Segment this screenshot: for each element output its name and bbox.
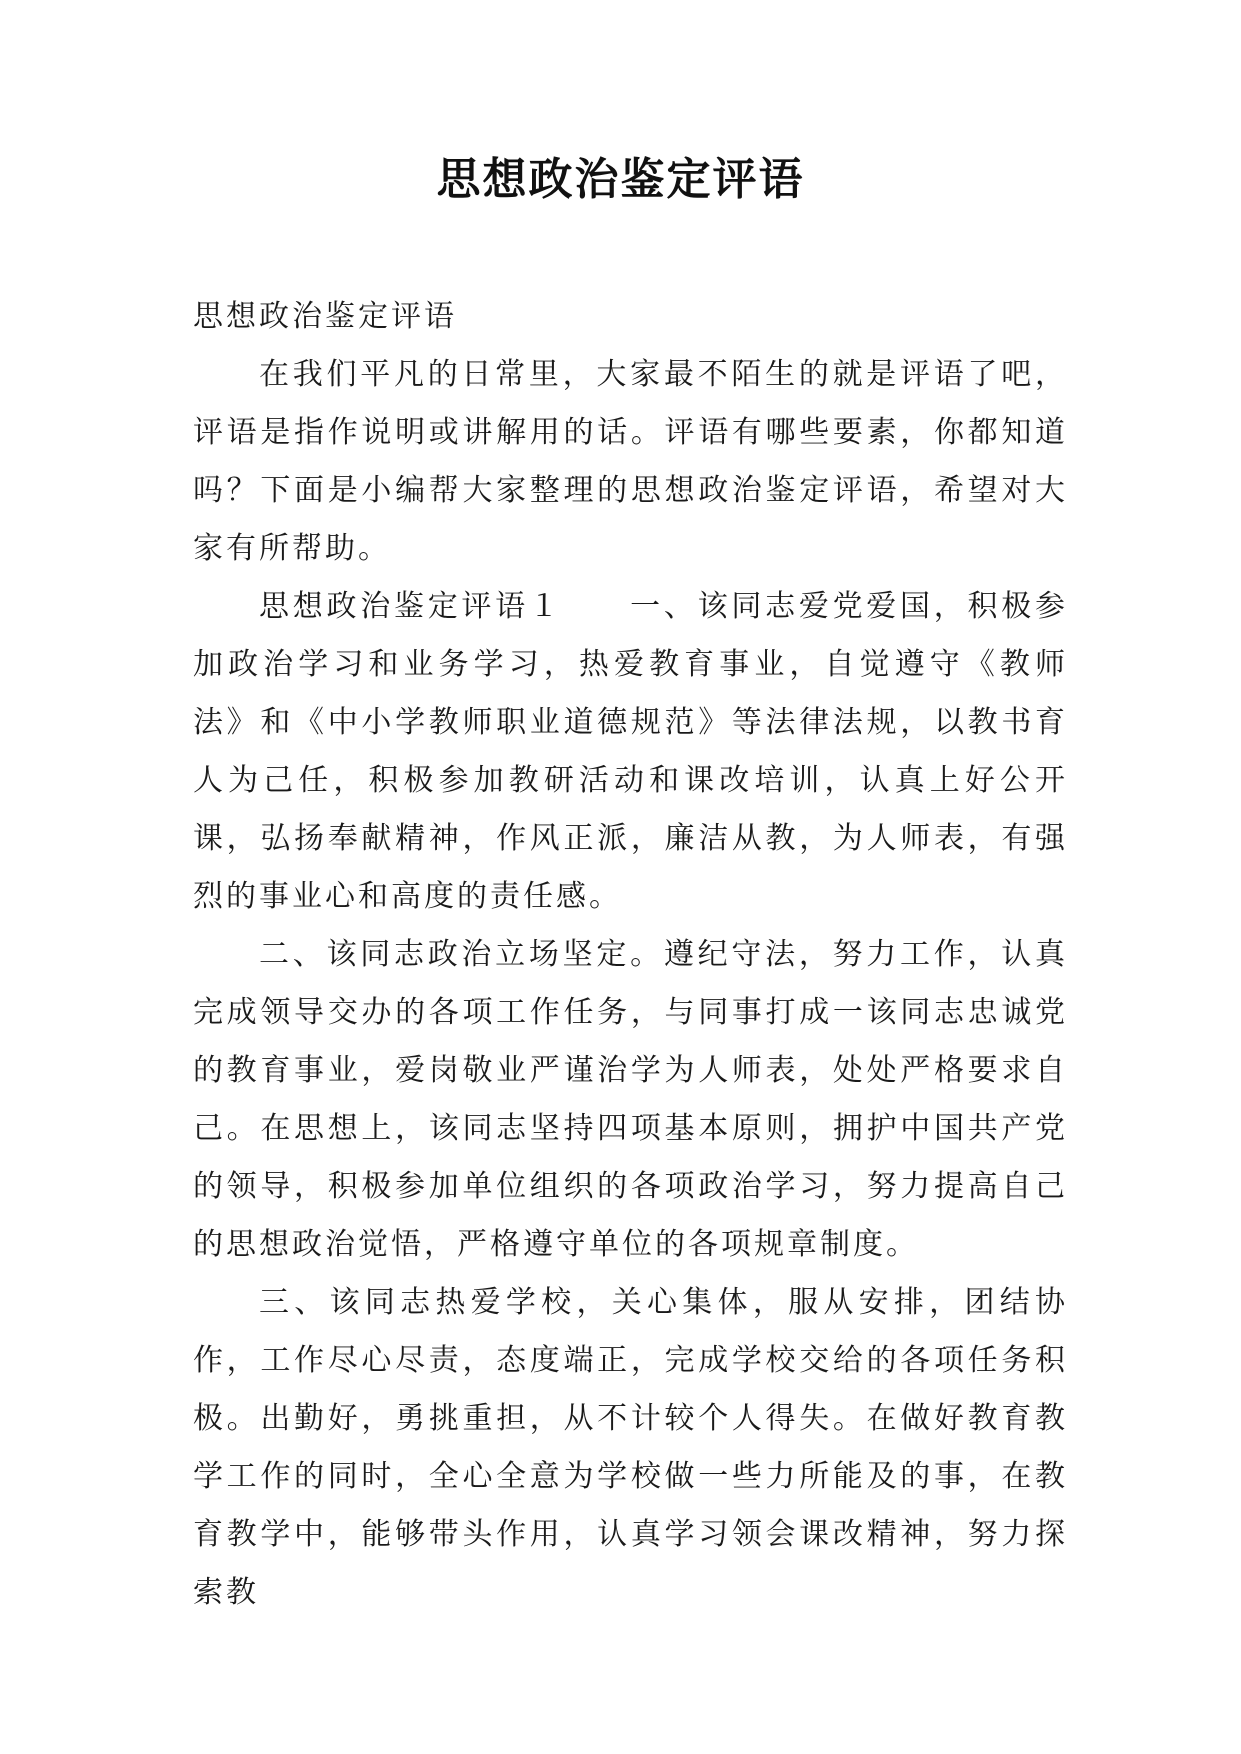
paragraph-evaluation-1-item-3: 三、该同志热爱学校，关心集体，服从安排，团结协作，工作尽心尽责，态度端正，完成学校交给的各项任务积极。出勤好，勇挑重担，从不计较个人得失。在做好教育教学工作的同时，全心全意为学校做一些力所能及的事，在教育教学中，能够带头作用，认真学习领会课改精神，努力探索教: [193, 1285, 1068, 1610]
paragraph-evaluation-1-item-1: 思想政治鉴定评语１ 一、该同志爱党爱国，积极参加政治学习和业务学习，热爱教育事业，自觉遵守《教师法》和《中小学教师职业道德规范》等法律法规，以教书育人为己任，积极参加教研活动和课改培训，认真上好公开课，弘扬奉献精神，作风正派，廉洁从教，为人师表，有强烈的事业心和高度的责任感。: [193, 589, 1068, 914]
paragraph-evaluation-1-item-2: 二、该同志政治立场坚定。遵纪守法，努力工作，认真完成领导交办的各项工作任务，与同事打成一该同志忠诚党的教育事业，爱岗敬业严谨治学为人师表，处处严格要求自己。在思想上，该同志坚持四项基本原则，拥护中国共产党的领导，积极参加单位组织的各项政治学习，努力提高自己的思想政治觉悟，严格遵守单位的各项规章制度。: [193, 937, 1068, 1262]
paragraph-intro: 在我们平凡的日常里，大家最不陌生的就是评语了吧，评语是指作说明或讲解用的话。评语有哪些要素，你都知道吗？下面是小编帮大家整理的思想政治鉴定评语，希望对大家有所帮助。: [193, 357, 1068, 566]
document-subtitle: 思想政治鉴定评语: [193, 299, 457, 334]
page-title: 思想政治鉴定评语: [436, 154, 805, 205]
document-body: [193, 288, 1068, 1622]
